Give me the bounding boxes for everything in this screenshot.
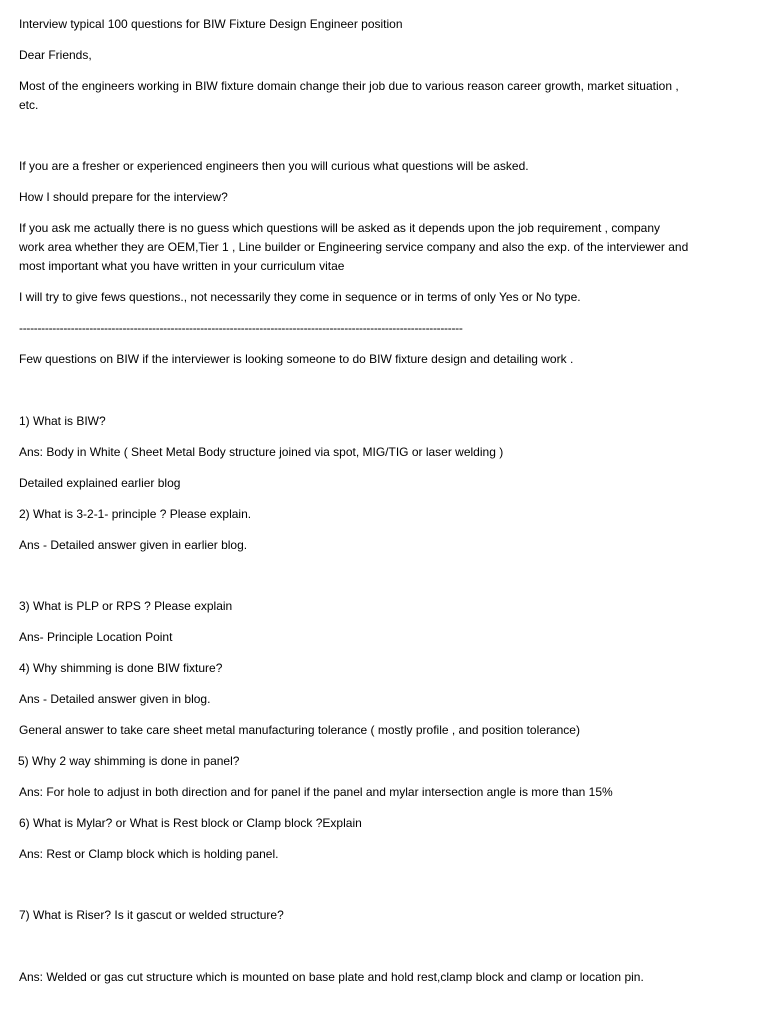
intro-line-1: Most of the engineers working in BIW fixture domain change their job due to various reason career growth, market situation , (19, 79, 679, 93)
few-questions-intro: Few questions on BIW if the interviewer is looking someone to do BIW fixture design and detailing work . (19, 352, 574, 366)
try-give-paragraph: I will try to give fews questions., not necessarily they come in sequence or in terms of only Yes or No type. (19, 290, 581, 304)
answer-5: Ans: For hole to adjust in both direction and for panel if the panel and mylar intersection angle is more than 15% (19, 785, 613, 799)
document-title: Interview typical 100 questions for BIW Fixture Design Engineer position (19, 17, 403, 31)
answer-6: Ans: Rest or Clamp block which is holding panel. (19, 847, 279, 861)
prepare-question: How I should prepare for the interview? (19, 190, 228, 204)
greeting: Dear Friends, (19, 48, 92, 62)
separator-line: ------------------------------------------------------------------------------------------------------------------------ (19, 321, 463, 335)
question-4: 4) Why shimming is done BIW fixture? (19, 661, 223, 675)
intro-line-2: etc. (19, 98, 39, 112)
answer-4: Ans - Detailed answer given in blog. (19, 692, 211, 706)
question-3: 3) What is PLP or RPS ? Please explain (19, 599, 233, 613)
answer-2: Ans - Detailed answer given in earlier blog. (19, 538, 248, 552)
guess-line-1: If you ask me actually there is no guess which questions will be asked as it depends upon the job requirement , company (19, 221, 661, 235)
question-2: 2) What is 3-2-1- principle ? Please explain. (19, 507, 252, 521)
document-page (19, 0, 754, 1024)
answer-3: Ans- Principle Location Point (19, 630, 173, 644)
question-7: 7) What is Riser? Is it gascut or welded structure? (19, 908, 284, 922)
answer-4-general: General answer to take care sheet metal manufacturing tolerance ( mostly profile , and position tolerance) (19, 723, 580, 737)
curious-paragraph: If you are a fresher or experienced engineers then you will curious what questions will be asked. (19, 159, 529, 173)
question-1: 1) What is BIW? (19, 414, 106, 428)
answer-1-note: Detailed explained earlier blog (19, 476, 181, 490)
guess-line-3: most important what you have written in your curriculum vitae (19, 259, 345, 273)
answer-1: Ans: Body in White ( Sheet Metal Body structure joined via spot, MIG/TIG or laser welding ) (19, 445, 504, 459)
question-6: 6) What is Mylar? or What is Rest block or Clamp block ?Explain (19, 816, 362, 830)
answer-7: Ans: Welded or gas cut structure which is mounted on base plate and hold rest,clamp block and clamp or location pin. (19, 970, 644, 984)
question-5: 5) Why 2 way shimming is done in panel? (18, 754, 240, 768)
guess-line-2: work area whether they are OEM,Tier 1 , Line builder or Engineering service company and also the exp. of the interviewer and (19, 240, 689, 254)
